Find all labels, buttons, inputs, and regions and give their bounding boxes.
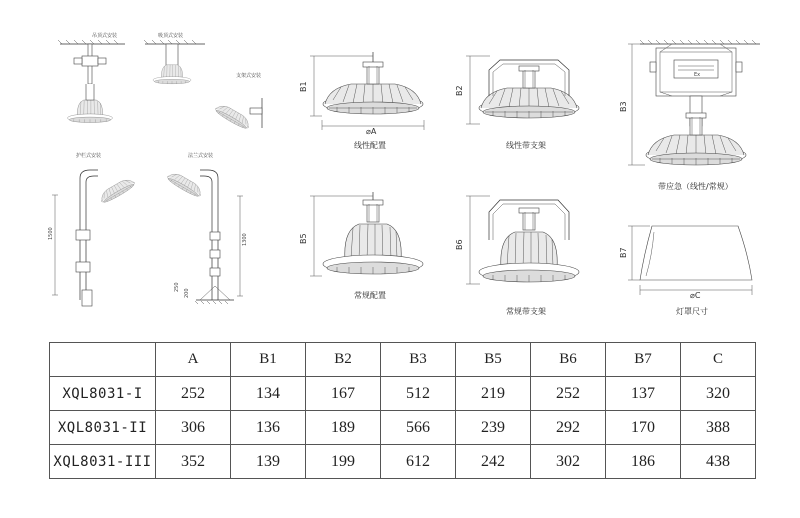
table-row bbox=[50, 445, 756, 479]
spec-table bbox=[49, 342, 756, 479]
table-cell: 170 bbox=[606, 411, 681, 445]
table-header-row bbox=[50, 343, 756, 377]
mount-label-flange: 法兰式安装 bbox=[188, 153, 214, 159]
table-header-cell: B5 bbox=[456, 343, 531, 377]
table-cell: 137 bbox=[606, 377, 681, 411]
fig-linear bbox=[299, 52, 424, 150]
fig-regular bbox=[299, 192, 423, 300]
caption-regular-bracket: 常规带支架 bbox=[506, 307, 546, 316]
model-cell: XQL8031-I bbox=[50, 377, 156, 411]
table-cell: 239 bbox=[456, 411, 531, 445]
dim-C: ⌀C bbox=[690, 291, 701, 300]
table-cell: 352 bbox=[156, 445, 231, 479]
table-header-cell: B3 bbox=[381, 343, 456, 377]
mount-label-bracket: 支架式安装 bbox=[236, 73, 262, 79]
table-header-cell: C bbox=[681, 343, 756, 377]
table-cell: 566 bbox=[381, 411, 456, 445]
caption-regular: 常规配置 bbox=[354, 291, 386, 300]
table-cell: 242 bbox=[456, 445, 531, 479]
table-cell: 134 bbox=[231, 377, 306, 411]
table-cell: 199 bbox=[306, 445, 381, 479]
table-cell: 186 bbox=[606, 445, 681, 479]
dim-flange-base: 250 bbox=[174, 282, 180, 292]
table-cell: 252 bbox=[156, 377, 231, 411]
table-row bbox=[50, 411, 756, 445]
table-cell: 302 bbox=[531, 445, 606, 479]
mount-label-ceiling-pipe: 吊顶式安装 bbox=[92, 33, 118, 39]
fig-shade bbox=[619, 226, 752, 316]
table-cell: 136 bbox=[231, 411, 306, 445]
table-cell: 512 bbox=[381, 377, 456, 411]
dim-A: ⌀A bbox=[366, 127, 377, 136]
mount-label-guardrail: 护栏式安装 bbox=[76, 153, 102, 159]
model-cell: XQL8031-III bbox=[50, 445, 156, 479]
table-cell: 219 bbox=[456, 377, 531, 411]
dim-B1: B1 bbox=[299, 81, 308, 92]
caption-linear: 线性配置 bbox=[354, 141, 386, 150]
caption-emergency: 带应急（线性/常规） bbox=[658, 182, 733, 191]
mount-bracket bbox=[214, 72, 262, 131]
caption-shade: 灯罩尺寸 bbox=[676, 307, 708, 316]
table-cell: 320 bbox=[681, 377, 756, 411]
table-header-cell: B7 bbox=[606, 343, 681, 377]
table-cell: 167 bbox=[306, 377, 381, 411]
dim-B7: B7 bbox=[619, 247, 628, 258]
caption-linear-bracket: 线性带支架 bbox=[506, 141, 546, 150]
table-cell: 612 bbox=[381, 445, 456, 479]
model-cell: XQL8031-II bbox=[50, 411, 156, 445]
table-cell: 252 bbox=[531, 377, 606, 411]
table-cell: 306 bbox=[156, 411, 231, 445]
dim-flange-height: 1300 bbox=[242, 233, 248, 246]
mount-ceiling-pipe bbox=[58, 32, 125, 123]
table-cell: 189 bbox=[306, 411, 381, 445]
table-header-cell: A bbox=[156, 343, 231, 377]
table-header-corner bbox=[50, 343, 156, 377]
table-header-cell: B1 bbox=[231, 343, 306, 377]
dim-guardrail-height: 1500 bbox=[48, 227, 54, 240]
dim-B5: B5 bbox=[299, 233, 308, 244]
fig-linear-bracket bbox=[455, 56, 579, 150]
table-header-cell: B6 bbox=[531, 343, 606, 377]
mount-guardrail bbox=[48, 152, 136, 306]
mount-flange bbox=[166, 152, 248, 304]
dim-B2: B2 bbox=[455, 85, 464, 96]
table-cell: 292 bbox=[531, 411, 606, 445]
table-cell: 388 bbox=[681, 411, 756, 445]
mount-ceiling-hang bbox=[144, 32, 205, 84]
mount-label-ceiling-hang: 吸顶式安装 bbox=[158, 33, 184, 39]
fig-regular-bracket bbox=[455, 196, 579, 316]
dim-B6: B6 bbox=[455, 239, 464, 250]
dim-B3: B3 bbox=[619, 101, 628, 112]
table-row bbox=[50, 377, 756, 411]
junction-box-label: Ex bbox=[694, 72, 701, 78]
dim-flange-base2: 200 bbox=[184, 288, 190, 298]
fig-emergency bbox=[619, 40, 760, 191]
table-header-cell: B2 bbox=[306, 343, 381, 377]
table-cell: 438 bbox=[681, 445, 756, 479]
table-cell: 139 bbox=[231, 445, 306, 479]
